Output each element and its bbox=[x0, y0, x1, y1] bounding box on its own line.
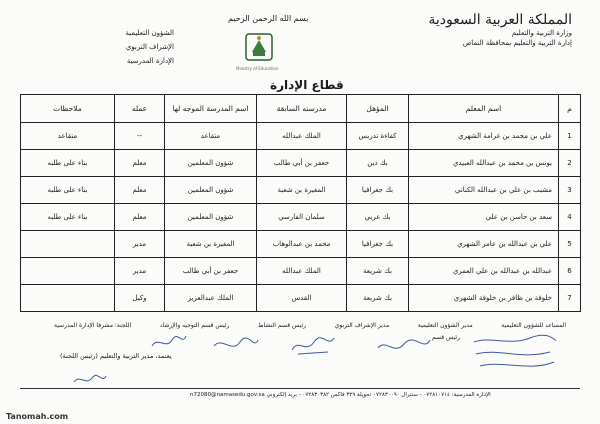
target-school: شؤون المعلمين bbox=[165, 204, 257, 231]
notes bbox=[21, 285, 115, 312]
footer-contact bbox=[190, 392, 491, 398]
table-row bbox=[21, 123, 581, 150]
committee-label-6: المساعد للشؤون التعليمية bbox=[501, 322, 566, 329]
signature-scribble-4 bbox=[210, 334, 260, 356]
col-target-school-header: اسم المدرسة الموجه لها bbox=[165, 95, 257, 123]
col-name-header: اسم المعلم bbox=[409, 95, 559, 123]
section-title: قطاع الإدارة bbox=[270, 78, 344, 92]
previous-school: الملك عبدالله bbox=[257, 123, 347, 150]
table-row bbox=[21, 285, 581, 312]
previous-school: جعفر بن أبي طالب bbox=[257, 150, 347, 177]
target-school: شؤون المعلمين bbox=[165, 150, 257, 177]
previous-school: المغيرة بن شعبة bbox=[257, 177, 347, 204]
table-row bbox=[21, 204, 581, 231]
table-header-row bbox=[21, 95, 581, 123]
previous-school: سلمان الفارسي bbox=[257, 204, 347, 231]
row-number: 4 bbox=[559, 204, 581, 231]
row-number: 7 bbox=[559, 285, 581, 312]
committee-label-2: رئيس قسم التوجيه والإرشاد bbox=[159, 322, 230, 329]
previous-school: القدس bbox=[257, 285, 347, 312]
row-number: 1 bbox=[559, 123, 581, 150]
work-role: معلم bbox=[115, 204, 165, 231]
qualification: بك عربي bbox=[347, 204, 409, 231]
col-qualification-header: المؤهل bbox=[347, 95, 409, 123]
directorate-name: إدارة التربية والتعليم بمحافظة النماص bbox=[462, 39, 572, 47]
qualification: بك دين bbox=[347, 150, 409, 177]
row-number: 3 bbox=[559, 177, 581, 204]
committee-signature-labels bbox=[54, 322, 566, 329]
notes: متقاعد bbox=[21, 123, 115, 150]
row-number: 6 bbox=[559, 258, 581, 285]
notes: بناء على طلبه bbox=[21, 177, 115, 204]
kingdom-name: المملكة العربية السعودية bbox=[428, 12, 572, 28]
work-role: وكيل bbox=[115, 285, 165, 312]
signature-scribble-1 bbox=[470, 332, 560, 376]
work-role: -- bbox=[115, 123, 165, 150]
basmala: بسم الله الرحمن الرحيم bbox=[228, 14, 309, 23]
site-watermark: Tanomah.com bbox=[6, 412, 69, 421]
teacher-name: علي بن محمد بن غرامة الشهري bbox=[409, 123, 559, 150]
committee-label-1: اللجنة: مشرفا الإدارة المدرسية bbox=[54, 322, 132, 329]
teacher-name: يونس بن محمد بن عبدالله العبيدي bbox=[409, 150, 559, 177]
dept-line-3: الإدارة المدرسية bbox=[126, 57, 174, 65]
row-number: 2 bbox=[559, 150, 581, 177]
qualification: بك جغرافيا bbox=[347, 231, 409, 258]
col-notes-header: ملاحظات bbox=[21, 95, 115, 123]
row-number: 5 bbox=[559, 231, 581, 258]
footer-divider bbox=[20, 388, 580, 389]
header-left bbox=[70, 26, 174, 68]
footer-address: الإدارة المدرسية: ٠٧٢٨١٠٧١٤ - سنترال ٠٧٢٨٣٠٠٩٠ تحويلة ٣٢٩ فاكس ٠٧٢٨٣٠٣٨٢ - بريد إلكتروني bbox=[266, 392, 491, 398]
qualification: بك شريعة bbox=[347, 258, 409, 285]
committee-label-3: رئيس قسم النشاط bbox=[257, 322, 307, 329]
signature-scribble-3 bbox=[288, 334, 338, 358]
table-row bbox=[21, 150, 581, 177]
signature-scribble-5 bbox=[148, 332, 188, 354]
work-role: معلم bbox=[115, 177, 165, 204]
signature-scribble-6 bbox=[70, 372, 110, 388]
notes: بناء على طلبه bbox=[21, 150, 115, 177]
teacher-name: سعد بن حاسن بن علي bbox=[409, 204, 559, 231]
ministry-logo-icon bbox=[244, 30, 274, 64]
qualification: بك شريعة bbox=[347, 285, 409, 312]
header-right bbox=[428, 12, 572, 48]
table-row bbox=[21, 177, 581, 204]
target-school: شؤون المعلمين bbox=[165, 177, 257, 204]
notes bbox=[21, 231, 115, 258]
table-row bbox=[21, 258, 581, 285]
ministry-name: وزارة التربية والتعليم bbox=[511, 29, 572, 37]
notes bbox=[21, 258, 115, 285]
approval-line: يعتمد، مدير التربية والتعليم (رئيس اللجنة) bbox=[60, 352, 172, 360]
teacher-name: علي بن عبدالله بن عامر الشهري bbox=[409, 231, 559, 258]
work-role: مدير bbox=[115, 258, 165, 285]
logo-label: Ministry of Education bbox=[236, 66, 279, 71]
work-role: مدير bbox=[115, 231, 165, 258]
table-row bbox=[21, 231, 581, 258]
col-work-header: عمله bbox=[115, 95, 165, 123]
qualification: كفاءة تدريس bbox=[347, 123, 409, 150]
assignments-table bbox=[20, 94, 581, 312]
previous-school: الملك عبدالله bbox=[257, 258, 347, 285]
target-school: المغيرة بن شعبة bbox=[165, 231, 257, 258]
teacher-name: عبدالله بن عبدالله بن علي العمري bbox=[409, 258, 559, 285]
dept-line-1: الشؤون التعليمية bbox=[125, 29, 174, 37]
notes: بناء على طلبه bbox=[21, 204, 115, 231]
work-role: معلم bbox=[115, 150, 165, 177]
teacher-name: خلوفة بن ظافر بن خلوفة الشهري bbox=[409, 285, 559, 312]
col-previous-school-header: مدرسته السابقة bbox=[257, 95, 347, 123]
target-school: جعفر بن أبي طالب bbox=[165, 258, 257, 285]
committee-label-5: مدير الشؤون التعليمية bbox=[417, 322, 473, 329]
committee-label-4: مدير الإشراف التربوي bbox=[334, 322, 390, 329]
target-school: الملك عبدالعزيز bbox=[165, 285, 257, 312]
dept-line-2: الإشراف التربوي bbox=[125, 43, 174, 51]
signature-scribble-2 bbox=[374, 334, 434, 358]
teacher-name: مشبب بن علي بن عبدالله الكناني bbox=[409, 177, 559, 204]
footer-email: n72080@namasedu.gov.sa bbox=[190, 392, 265, 398]
qualification: بك جغرافيا bbox=[347, 177, 409, 204]
target-school: متقاعد bbox=[165, 123, 257, 150]
previous-school: محمد بن عبدالوهاب bbox=[257, 231, 347, 258]
col-number-header: م bbox=[559, 95, 581, 123]
head-label: رئيس قسم bbox=[431, 334, 460, 341]
